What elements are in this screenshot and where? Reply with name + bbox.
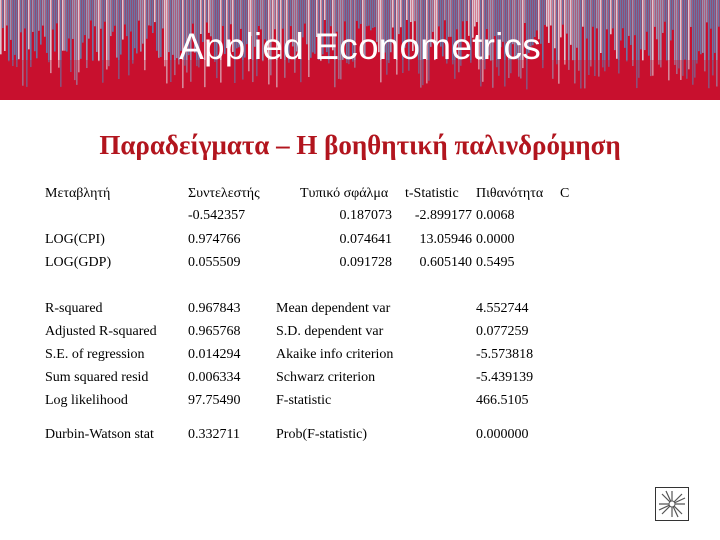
stat-value: 0.077259 (476, 324, 529, 339)
row-gdp-variable: LOG(GDP) (45, 255, 112, 270)
header-coefficient: Συντελεστής (188, 186, 260, 201)
stat-label: R-squared (45, 301, 103, 316)
row-cpi-variable: LOG(CPI) (45, 232, 105, 247)
slide-title: Παραδείγματα – Η βοηθητική παλινδρόμηση (99, 130, 621, 160)
row-c-variable: C (560, 186, 570, 201)
stat-value: 4.552744 (476, 301, 529, 316)
stat-value: -5.439139 (476, 370, 534, 385)
row-gdp-se: 0.091728 (339, 255, 392, 270)
stat-value: -5.573818 (476, 347, 534, 362)
header-t-statistic: t-Statistic (405, 186, 459, 201)
stat-value: 0.965768 (188, 324, 241, 339)
header-std-error: Τυπικό σφάλμα (300, 186, 389, 201)
stat-label: F-statistic (276, 393, 332, 408)
header-probability: Πιθανότητα (476, 186, 544, 201)
row-gdp-coef: 0.055509 (188, 255, 241, 270)
prob-f-label: Prob(F-statistic) (276, 427, 367, 442)
stat-label: Akaike info criterion (276, 347, 394, 362)
starburst-logo-icon (655, 487, 689, 521)
dw-label: Durbin-Watson stat (45, 427, 154, 442)
row-cpi-se: 0.074641 (339, 232, 392, 247)
row-gdp-t: 0.605140 (419, 255, 472, 270)
stat-value: 0.014294 (188, 347, 241, 362)
stat-label: Mean dependent var (276, 301, 391, 316)
stat-value: 97.75490 (188, 393, 241, 408)
stat-label: Adjusted R-squared (45, 324, 157, 339)
stat-value: 466.5105 (476, 393, 529, 408)
header-variable: Μεταβλητή (45, 186, 111, 201)
row-gdp-p: 0.5495 (476, 255, 515, 270)
row-cpi-p: 0.0000 (476, 232, 515, 247)
stat-label: Schwarz criterion (276, 370, 376, 385)
stat-label: Log likelihood (45, 393, 128, 408)
dw-value: 0.332711 (188, 427, 240, 442)
row-cpi-coef: 0.974766 (188, 232, 241, 247)
stat-value: 0.006334 (188, 370, 241, 385)
stat-label: Sum squared resid (45, 370, 149, 385)
prob-f-value: 0.000000 (476, 427, 529, 442)
row-cpi-t: 13.05946 (419, 232, 472, 247)
stat-label: S.E. of regression (45, 347, 145, 362)
row-c-p: 0.0068 (476, 208, 515, 223)
row-c-se: 0.187073 (339, 208, 392, 223)
stat-label: S.D. dependent var (276, 324, 384, 339)
banner-title: Applied Econometrics (179, 26, 541, 67)
header-banner (0, 0, 720, 100)
stat-value: 0.967843 (188, 301, 241, 316)
row-c-coef: -0.542357 (188, 208, 246, 223)
row-c-t: -2.899177 (414, 208, 472, 223)
